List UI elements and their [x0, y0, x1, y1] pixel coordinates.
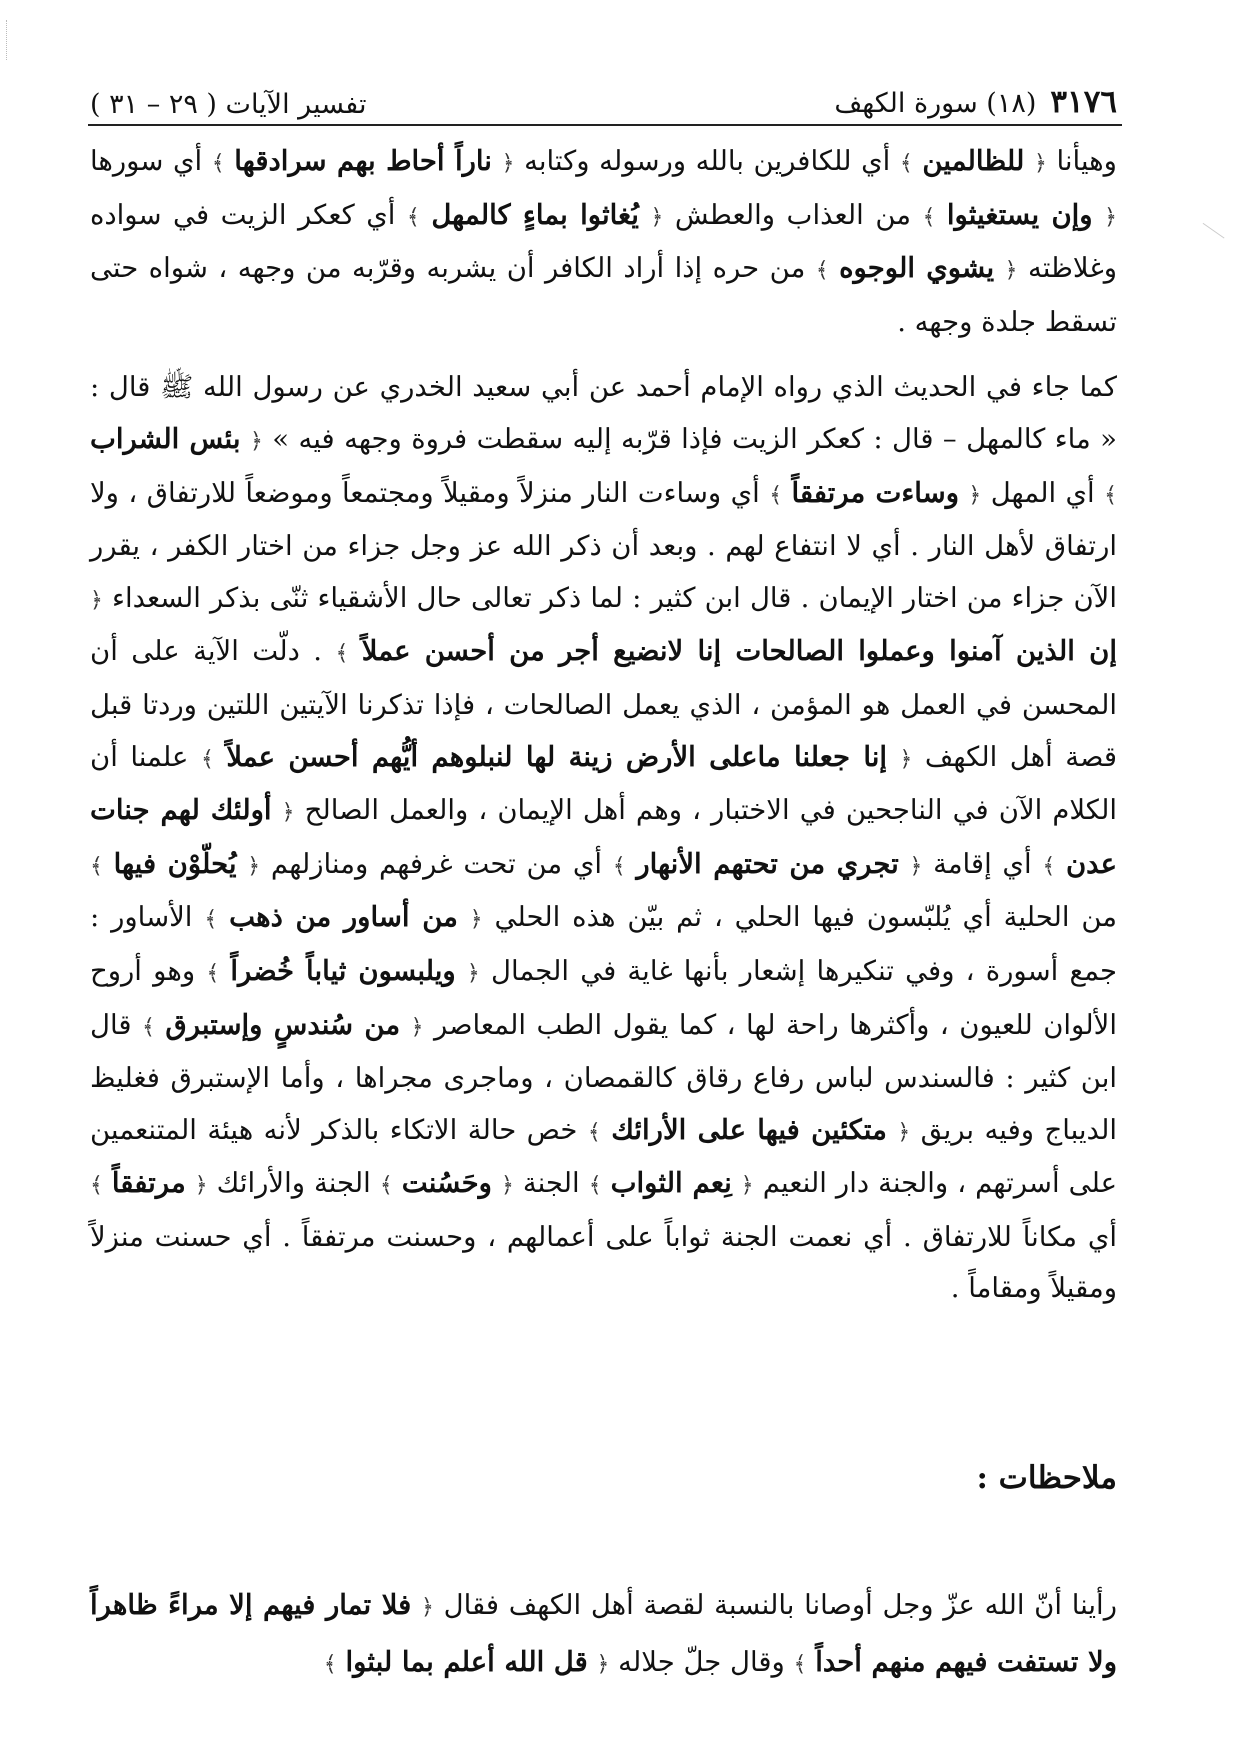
quote-open-bracket: ﴿	[281, 800, 295, 826]
quran-quote: للظالمين	[922, 145, 1025, 177]
quran-quote: يُغاثوا بماءٍ كالمهل	[431, 198, 639, 231]
section-title: تفسير الآيات ( ٢٩ – ٣١ )	[90, 89, 367, 120]
text-segment: كما جاء في الحديث الذي رواه الإمام أحمد عن أبي سعيد الخدري عن رسول الله ﷺ قال : « ماء كالمهل – قال : كعكر الزيت فإذا قرّبه إليه سقطت فروة وجهه فيه »	[90, 371, 1118, 455]
text-segment: وهو أروح الألوان للعيون ، وأكثرها راحة لها ، كما يقول الطب المعاصر	[90, 954, 1117, 1041]
text-segment: أي مكاناً للارتفاق . أي نعمت الجنة ثواباً على أعمالهم ، وحسنت مرتفقاً . أي حسنت منزلاً ومقيلاً ومقاماً .	[90, 1220, 1117, 1305]
quote-close-bracket: ﴾	[1104, 482, 1117, 508]
quote-close-bracket: ﴾	[204, 907, 218, 933]
quran-quote: وحَسُنت	[401, 1167, 492, 1200]
text-segment: الجنة والأرائك	[216, 1167, 371, 1200]
quran-quote: يشوي الوجوه	[839, 252, 995, 285]
quote-close-bracket: ﴾	[406, 204, 420, 230]
quote-close-bracket: ﴾	[587, 1119, 601, 1145]
text-segment: رأينا أنّ الله عزّ وجل أوصانا بالنسبة لقصة أهل الكهف فقال	[443, 1589, 1117, 1621]
text-segment: من الحلية أي يُلبّسون فيها الحلي ، ثم بيّن هذه الحلي	[494, 901, 1118, 934]
text-segment: أي إقامة	[933, 847, 1032, 880]
text-segment: أي من تحت غرفهم ومنازلهم	[270, 847, 603, 880]
scan-mark	[6, 20, 9, 60]
quote-close-bracket: ﴾	[323, 1652, 337, 1677]
notes-paragraph	[90, 1578, 1117, 1692]
quran-quote: نِعم الثواب	[610, 1167, 732, 1200]
header-right	[834, 84, 1117, 120]
quote-close-bracket: ﴾	[769, 482, 783, 508]
quote-open-bracket: ﴿	[596, 1652, 610, 1677]
quote-close-bracket: ﴾	[1042, 853, 1056, 879]
text-segment: من العذاب والعطش	[674, 198, 911, 231]
quran-quote: وساءت مرتفقاً	[791, 476, 959, 509]
quran-quote: يُحلّوْن فيها	[113, 847, 237, 880]
quran-quote: من أساور من ذهب	[229, 901, 458, 934]
text-segment: أي المهل	[990, 476, 1095, 509]
scan-mark-right	[1201, 223, 1224, 240]
quran-quote: فلا تمار فيهم إلا مراءً ظاهراً ولا تستفت فيهم منهم أحداً	[90, 1589, 1117, 1678]
quote-close-bracket: ﴾	[90, 853, 103, 879]
quote-open-bracket: ﴿	[1104, 204, 1117, 230]
quran-quote: قل الله أعلم بما لبثوا	[345, 1646, 588, 1678]
text-segment: قال ابن كثير : فالسندس لباس رفاع رقاق كالقمصان ، وماجرى مجراها ، وأما الإستبرق فغليظ الديباج وفيه بريق	[90, 1008, 1118, 1146]
quote-open-bracket: ﴿	[500, 1173, 514, 1199]
quote-open-bracket: ﴿	[90, 587, 103, 613]
quote-close-bracket: ﴾	[211, 151, 225, 176]
quran-quote: أولئك لهم جنات عدن	[90, 794, 1117, 880]
quote-open-bracket: ﴿	[1004, 258, 1018, 284]
text-segment: أي سورها	[90, 145, 203, 177]
quote-open-bracket: ﴿	[466, 960, 480, 986]
notes-heading: ملاحظات :	[976, 1460, 1117, 1496]
paragraph-1	[90, 136, 1117, 348]
text-segment: خص حالة الاتكاء بالذكر لأنه هيئة المتنعمين على أسرتهم ، والجنة دار النعيم	[90, 1113, 1118, 1200]
quote-close-bracket: ﴾	[335, 641, 349, 667]
quote-open-bracket: ﴿	[740, 1173, 754, 1199]
quote-close-bracket: ﴾	[142, 1014, 155, 1040]
quote-close-bracket: ﴾	[612, 853, 626, 879]
quote-close-bracket: ﴾	[793, 1652, 807, 1677]
notes-text	[90, 1578, 1117, 1692]
text-segment: الجنة	[522, 1167, 580, 1200]
quote-close-bracket: ﴾	[588, 1173, 602, 1199]
surah-title: (١٨) سورة الكهف	[834, 88, 1037, 119]
text-segment: أي للكافرين بالله ورسوله وكتابه	[524, 145, 891, 177]
quote-open-bracket: ﴿	[899, 746, 913, 772]
quote-close-bracket: ﴾	[899, 151, 913, 176]
text-segment: علمنا أن الكلام الآن في الناجحين في الاختبار ، وهم أهل الإيمان ، والعمل الصالح	[90, 740, 1117, 827]
text-segment: وقال جلّ جلاله	[618, 1646, 785, 1678]
quote-open-bracket: ﴿	[194, 1173, 208, 1199]
paragraph-2	[90, 362, 1117, 1315]
quote-close-bracket: ﴾	[815, 258, 829, 284]
quran-quote: وإن يستغيثوا	[946, 198, 1093, 231]
header-divider	[88, 124, 1122, 126]
quote-close-bracket: ﴾	[206, 960, 220, 986]
quote-open-bracket: ﴿	[249, 428, 263, 454]
quran-quote: إن الذين آمنوا وعملوا الصالحات إنا لانضيع أجر من أحسن عملاً	[361, 635, 1117, 668]
quote-open-bracket: ﴿	[421, 1595, 434, 1620]
quote-open-bracket: ﴿	[650, 204, 664, 230]
quran-quote: تجري من تحتهم الأنهار	[636, 847, 899, 880]
quote-open-bracket: ﴿	[897, 1119, 911, 1145]
quran-quote: مرتفقاً	[111, 1167, 186, 1200]
quote-close-bracket: ﴾	[200, 746, 214, 772]
quote-open-bracket: ﴿	[968, 482, 982, 508]
text-segment: . دلّت الآية على أن المحسن في العمل هو المؤمن ، الذي يعمل الصالحات ، فإذا تذكرنا الآيتين اللتين وردتا قبل قصة أهل الكهف	[90, 635, 1117, 773]
text-segment: الأساور : جمع أسورة ، وفي تنكيرها إشعار بأنها غاية في الجمال	[90, 901, 1118, 987]
quran-quote: بئس الشراب	[90, 422, 241, 455]
quran-quote: من سُندسٍ وإستبرق	[165, 1008, 401, 1041]
quote-close-bracket: ﴾	[379, 1173, 393, 1199]
page-header	[90, 78, 1117, 120]
text-segment: من حره إذا أراد الكافر أن يشربه وقرّبه من وجهه ، شواه حتى تسقط جلدة وجهه .	[90, 252, 1117, 338]
quote-open-bracket: ﴿	[410, 1014, 424, 1040]
quran-quote: ويلبسون ثياباً خُضراً	[230, 954, 456, 987]
quote-close-bracket: ﴾	[922, 204, 936, 230]
quran-quote: إنا جعلنا ماعلى الأرض زينة لها لنبلوهم أيُّهم أحسن عملاً	[226, 740, 888, 773]
quote-open-bracket: ﴿	[501, 151, 515, 176]
page-number: ٣١٧٦	[1050, 84, 1117, 120]
quote-open-bracket: ﴿	[909, 853, 923, 879]
quote-open-bracket: ﴿	[247, 853, 261, 879]
quote-open-bracket: ﴿	[1033, 151, 1047, 176]
quote-open-bracket: ﴿	[469, 907, 483, 933]
quote-close-bracket: ﴾	[90, 1173, 103, 1199]
body-text	[90, 136, 1117, 1315]
quran-quote: متكئين فيها على الأرائك	[611, 1113, 887, 1146]
text-segment: أي وساءت النار منزلاً ومقيلاً ومجتمعاً وموضعاً للارتفاق ، ولا ارتفاق لأهل النار . أي لا انتفاع لهم . وبعد أن ذكر الله عز وجل جزاء من اختار الكفر ، يقرر الآن جزاء من اختار الإيمان . قال ابن كثير : لما ذكر تعالى حال الأشقياء ثنّى بذكر السعداء	[90, 476, 1117, 614]
text-segment: أي كعكر الزيت في سواده وغلاظته	[90, 198, 1117, 285]
quran-quote: ناراً أحاط بهم سرادقها	[234, 145, 492, 177]
text-segment: وهيأنا	[1056, 145, 1117, 177]
